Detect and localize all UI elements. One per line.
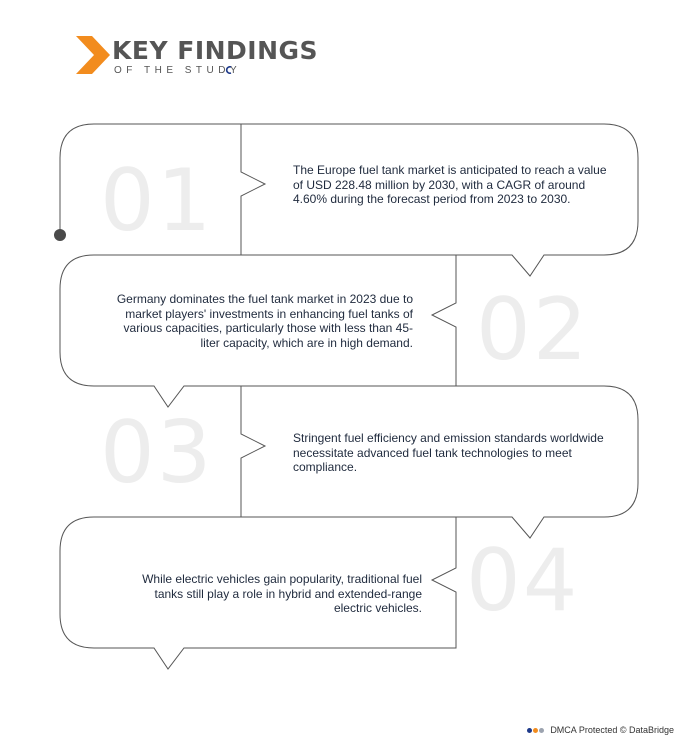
finding-number-03: 03 <box>100 403 214 503</box>
finding-text-03: Stringent fuel efficiency and emission standards worldwide necessitate advanced fuel tank technologies to meet compliance. <box>293 431 604 474</box>
dmca-text[interactable]: DMCA Protected © DataBridge <box>550 725 674 735</box>
brand-dot <box>527 728 532 733</box>
start-dot <box>54 229 66 241</box>
finding-number-01: 01 <box>100 151 214 251</box>
brand-dot <box>533 728 538 733</box>
finding-number-04: 04 <box>466 531 580 631</box>
finding-text-02: Germany dominates the fuel tank market in 2023 due to market players' investments in enhancing fuel tanks of various capacities, particularly those with less than 45-liter capacity, which are in high demand. <box>116 292 413 350</box>
page-title: KEY FINDINGS <box>112 36 319 65</box>
finding-text-04: While electric vehicles gain popularity, traditional fuel tanks still play a role in hybrid and extended-range electric vehicles. <box>142 572 422 615</box>
brand-dot <box>539 728 544 733</box>
footer <box>527 725 674 735</box>
finding-text-01: The Europe fuel tank market is anticipated to reach a value of USD 228.48 million by 2030, with a CAGR of around 4.60% during the forecast period from 2023 to 2030. <box>293 163 607 206</box>
finding-number-02: 02 <box>476 280 590 380</box>
brand-dots-icon <box>527 725 545 735</box>
page-subtitle: OF THE STUDY <box>114 65 242 76</box>
